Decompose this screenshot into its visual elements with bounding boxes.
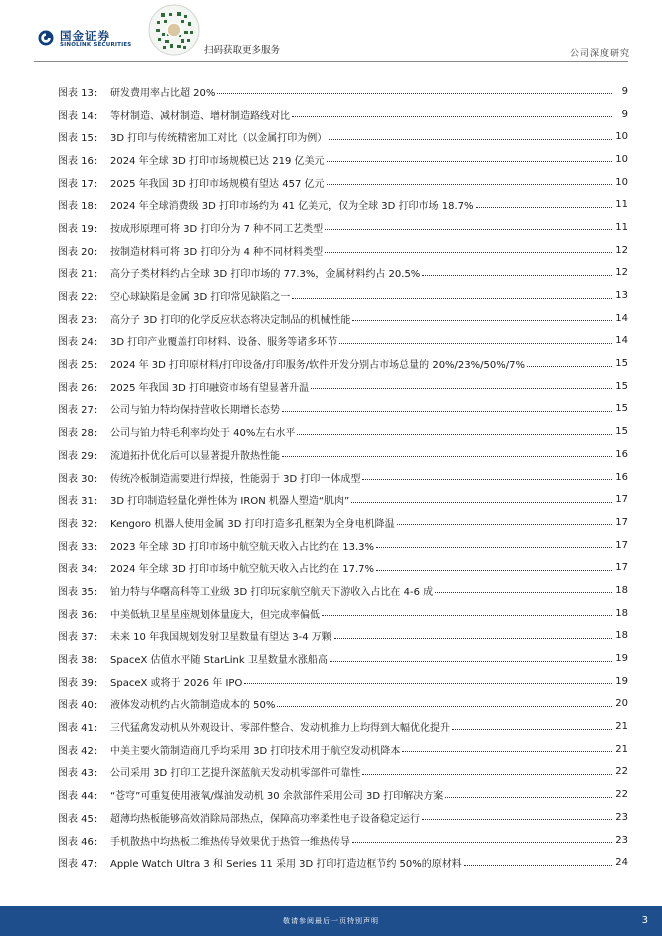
toc-figure-label: 图表 21: — [58, 269, 98, 281]
sinolink-logo-icon — [38, 30, 54, 46]
toc-figure-label: 图表 15: — [58, 133, 98, 145]
toc-figure-title: 三代猛禽发动机从外观设计、零部件整合、发动机推力上均得到大幅优化提升 — [110, 723, 450, 735]
toc-entry[interactable] — [58, 375, 628, 398]
toc-figure-title: 高分子类材料约占全球 3D 打印市场的 77.3%，金属材料约占 20.5% — [110, 269, 421, 281]
toc-entry[interactable] — [58, 670, 628, 693]
toc-figure-label: 图表 42: — [58, 745, 98, 757]
toc-dot-leader — [452, 729, 612, 730]
figure-list — [58, 80, 628, 874]
toc-page-number: 17 — [615, 539, 628, 551]
toc-figure-label: 图表 34: — [58, 564, 98, 576]
toc-page-number: 18 — [615, 584, 628, 596]
toc-entry[interactable] — [58, 534, 628, 557]
toc-figure-label: 图表 36: — [58, 609, 98, 621]
toc-figure-title: 中美低轨卫星星座规划体量庞大，但完成率偏低 — [110, 609, 320, 621]
toc-figure-title: 公司采用 3D 打印工艺提升深蓝航天发动机零部件可靠性 — [110, 768, 361, 780]
toc-figure-title: “苍穹”可重复使用液氧/煤油发动机 30 余款部件采用公司 3D 打印解决方案 — [110, 791, 444, 803]
toc-entry[interactable] — [58, 556, 628, 579]
toc-figure-title: 2024 年全球 3D 打印市场中航空航天收入占比约在 17.7% — [110, 564, 374, 576]
toc-page-number: 13 — [615, 290, 628, 302]
toc-entry[interactable] — [58, 761, 628, 784]
toc-page-number: 16 — [615, 471, 628, 483]
toc-dot-leader — [297, 434, 612, 435]
toc-figure-label: 图表 31: — [58, 496, 98, 508]
toc-figure-title: 按制造材料可将 3D 打印分为 4 种不同材料类型 — [110, 246, 324, 258]
toc-figure-title: 超薄均热板能够高效消除局部热点，保障高功率柔性电子设备稳定运行 — [110, 813, 420, 825]
toc-dot-leader — [217, 93, 612, 94]
toc-figure-title: 液体发动机约占火箭制造成本的 50% — [110, 700, 276, 712]
toc-page-number: 15 — [615, 358, 628, 370]
toc-figure-label: 图表 20: — [58, 246, 98, 258]
header-divider — [34, 61, 628, 62]
toc-page-number: 11 — [615, 221, 628, 233]
toc-entry[interactable] — [58, 829, 628, 852]
toc-dot-leader — [322, 615, 612, 616]
toc-page-number: 11 — [615, 199, 628, 211]
toc-figure-title: 2024 年 3D 打印原材料/打印设备/打印服务/软件开发分别占市场总量的 20%/23%/50%/7% — [110, 360, 525, 372]
toc-entry[interactable] — [58, 647, 628, 670]
toc-dot-leader — [311, 388, 612, 389]
toc-figure-title: 中美主要火箭制造商几乎均采用 3D 打印技术用于航空发动机降本 — [110, 745, 401, 757]
toc-figure-title: 未来 10 年我国规划发射卫星数量有望达 3-4 万颗 — [110, 632, 332, 644]
toc-figure-label: 图表 19: — [58, 223, 98, 235]
toc-figure-label: 图表 13: — [58, 87, 98, 99]
toc-page-number: 23 — [615, 811, 628, 823]
toc-figure-label: 图表 26: — [58, 382, 98, 394]
toc-figure-title: 2023 年全球 3D 打印市场中航空航天收入占比约在 13.3% — [110, 541, 374, 553]
toc-entry[interactable] — [58, 284, 628, 307]
toc-figure-label: 图表 40: — [58, 700, 98, 712]
toc-entry[interactable] — [58, 420, 628, 443]
toc-figure-title: Apple Watch Ultra 3 和 Series 11 采用 3D 打印打造边框节约 50%的原材料 — [110, 859, 462, 871]
toc-dot-leader — [362, 479, 612, 480]
toc-figure-label: 图表 30: — [58, 473, 98, 485]
toc-dot-leader — [352, 842, 612, 843]
toc-page-number: 21 — [615, 743, 628, 755]
toc-dot-leader — [397, 524, 612, 525]
toc-dot-leader — [352, 320, 612, 321]
toc-entry[interactable] — [58, 307, 628, 330]
toc-dot-leader — [282, 411, 612, 412]
toc-page-number: 22 — [615, 789, 628, 801]
toc-page-number: 15 — [615, 380, 628, 392]
toc-entry[interactable] — [58, 602, 628, 625]
toc-page-number: 9 — [621, 85, 628, 97]
toc-dot-leader — [292, 116, 612, 117]
toc-figure-label: 图表 47: — [58, 859, 98, 871]
toc-figure-title: 2024 年全球消费级 3D 打印市场约为 41 亿美元，仅为全球 3D 打印市场 18.7% — [110, 201, 474, 213]
toc-page-number: 14 — [615, 335, 628, 347]
toc-page-number: 9 — [621, 108, 628, 120]
toc-page-number: 18 — [615, 607, 628, 619]
disclaimer-notice: 敬请参阅最后一页特别声明 — [283, 917, 379, 925]
toc-dot-leader — [282, 456, 612, 457]
toc-entry[interactable] — [58, 216, 628, 239]
toc-page-number: 17 — [615, 562, 628, 574]
toc-dot-leader — [329, 139, 612, 140]
toc-entry[interactable] — [58, 488, 628, 511]
toc-figure-label: 图表 41: — [58, 723, 98, 735]
toc-figure-label: 图表 18: — [58, 201, 98, 213]
toc-entry[interactable] — [58, 193, 628, 216]
toc-page-number: 10 — [615, 153, 628, 165]
toc-entry[interactable] — [58, 693, 628, 716]
toc-dot-leader — [351, 502, 612, 503]
toc-figure-label: 图表 43: — [58, 768, 98, 780]
toc-figure-title: 研发费用率占比超 20% — [110, 87, 216, 99]
toc-dot-leader — [362, 774, 612, 775]
toc-figure-label: 图表 29: — [58, 450, 98, 462]
toc-figure-label: 图表 22: — [58, 292, 98, 304]
toc-page-number: 19 — [615, 675, 628, 687]
toc-figure-label: 图表 38: — [58, 655, 98, 667]
toc-dot-leader — [445, 797, 612, 798]
toc-figure-title: 3D 打印制造轻量化弹性体为 IRON 机器人塑造“肌肉” — [110, 496, 350, 508]
toc-entry[interactable] — [58, 125, 628, 148]
toc-figure-title: 流道拓扑优化后可以显著提升散热性能 — [110, 450, 280, 462]
toc-page-number: 14 — [615, 312, 628, 324]
qr-code-icon[interactable] — [148, 4, 200, 56]
toc-dot-leader — [527, 366, 612, 367]
toc-figure-label: 图表 24: — [58, 337, 98, 349]
toc-entry[interactable] — [58, 239, 628, 262]
toc-entry[interactable] — [58, 783, 628, 806]
scan-for-services-text: 扫码获取更多服务 — [204, 45, 281, 56]
toc-page-number: 15 — [615, 426, 628, 438]
toc-dot-leader — [464, 865, 612, 866]
toc-figure-title: 手机散热中均热板二维热传导效果优于热管一维热传导 — [110, 836, 350, 848]
toc-page-number: 21 — [615, 721, 628, 733]
toc-page-number: 19 — [615, 653, 628, 665]
toc-dot-leader — [277, 706, 612, 707]
toc-figure-title: 传统冷板制造需要进行焊接，性能弱于 3D 打印一体成型 — [110, 473, 361, 485]
toc-entry[interactable] — [58, 806, 628, 829]
toc-entry[interactable] — [58, 511, 628, 534]
toc-dot-leader — [376, 570, 612, 571]
toc-entry[interactable] — [58, 352, 628, 375]
toc-figure-label: 图表 14: — [58, 110, 98, 122]
page-header — [0, 0, 662, 62]
toc-figure-label: 图表 27: — [58, 405, 98, 417]
toc-figure-label: 图表 39: — [58, 677, 98, 689]
toc-dot-leader — [327, 184, 613, 185]
toc-dot-leader — [334, 638, 612, 639]
toc-figure-label: 图表 17: — [58, 178, 98, 190]
toc-figure-title: 2025 年我国 3D 打印市场规模有望达 457 亿元 — [110, 178, 325, 190]
toc-figure-label: 图表 28: — [58, 428, 98, 440]
logo-chinese-name: 国金证券 — [60, 29, 110, 43]
toc-page-number: 12 — [615, 244, 628, 256]
toc-figure-title: 公司与铂力特毛利率均处于 40%左右水平 — [110, 428, 296, 440]
toc-entry[interactable] — [58, 715, 628, 738]
toc-page-number: 22 — [615, 766, 628, 778]
toc-figure-title: 公司与铂力特均保持营收长期增长态势 — [110, 405, 280, 417]
toc-figure-label: 图表 35: — [58, 586, 98, 598]
logo-english-name: SINOLINK SECURITIES — [60, 42, 132, 48]
toc-dot-leader — [435, 592, 612, 593]
toc-figure-label: 图表 46: — [58, 836, 98, 848]
toc-entry[interactable] — [58, 330, 628, 353]
toc-figure-title: SpaceX 或将于 2026 年 IPO — [110, 677, 243, 689]
toc-page-number: 17 — [615, 494, 628, 506]
toc-dot-leader — [476, 207, 613, 208]
toc-figure-label: 图表 37: — [58, 632, 98, 644]
toc-entry[interactable] — [58, 171, 628, 194]
toc-figure-label: 图表 32: — [58, 518, 98, 530]
toc-page-number: 12 — [615, 267, 628, 279]
toc-figure-title: Kengoro 机器人使用金属 3D 打印打造多孔框架为全身电机降温 — [110, 518, 395, 530]
toc-entry[interactable] — [58, 262, 628, 285]
toc-figure-title: 等材制造、减材制造、增材制造路线对比 — [110, 110, 290, 122]
toc-page-number: 18 — [615, 630, 628, 642]
toc-figure-label: 图表 44: — [58, 791, 98, 803]
toc-page-number: 10 — [615, 131, 628, 143]
toc-page-number: 16 — [615, 448, 628, 460]
toc-entry[interactable] — [58, 148, 628, 171]
toc-figure-title: 2024 年全球 3D 打印市场规模已达 219 亿美元 — [110, 155, 325, 167]
toc-page-number: 17 — [615, 516, 628, 528]
toc-entry[interactable] — [58, 80, 628, 103]
toc-entry[interactable] — [58, 738, 628, 761]
toc-entry[interactable] — [58, 103, 628, 126]
toc-figure-label: 图表 25: — [58, 360, 98, 372]
toc-entry[interactable] — [58, 851, 628, 874]
toc-page-number: 24 — [615, 857, 628, 869]
toc-entry[interactable] — [58, 443, 628, 466]
toc-dot-leader — [422, 275, 612, 276]
page-number: 3 — [641, 915, 648, 926]
toc-dot-leader — [422, 819, 612, 820]
toc-dot-leader — [244, 683, 612, 684]
toc-page-number: 23 — [615, 834, 628, 846]
toc-entry[interactable] — [58, 466, 628, 489]
toc-page-number: 20 — [615, 698, 628, 710]
toc-dot-leader — [330, 661, 612, 662]
toc-figure-title: 2025 年我国 3D 打印融资市场有望显著升温 — [110, 382, 310, 394]
toc-dot-leader — [402, 751, 612, 752]
toc-entry[interactable] — [58, 625, 628, 648]
toc-dot-leader — [292, 298, 612, 299]
toc-dot-leader — [325, 229, 612, 230]
toc-figure-title: SpaceX 估值水平随 StarLink 卫星数量水涨船高 — [110, 655, 328, 667]
toc-entry[interactable] — [58, 398, 628, 421]
toc-figure-title: 按成形原理可将 3D 打印分为 7 种不同工艺类型 — [110, 223, 324, 235]
toc-figure-title: 3D 打印产业覆盖打印材料、设备、服务等诸多环节 — [110, 337, 338, 349]
toc-page-number: 15 — [615, 403, 628, 415]
report-type-label: 公司深度研究 — [569, 49, 630, 59]
toc-figure-label: 图表 45: — [58, 813, 98, 825]
toc-figure-title: 3D 打印与传统精密加工对比（以金属打印为例） — [110, 133, 328, 145]
toc-figure-label: 图表 16: — [58, 155, 98, 167]
toc-figure-title: 空心球缺陷是金属 3D 打印常见缺陷之一 — [110, 292, 291, 304]
page-footer — [0, 906, 662, 936]
toc-dot-leader — [325, 252, 612, 253]
toc-dot-leader — [339, 343, 612, 344]
toc-dot-leader — [376, 547, 612, 548]
toc-dot-leader — [327, 161, 613, 162]
toc-figure-label: 图表 33: — [58, 541, 98, 553]
toc-entry[interactable] — [58, 579, 628, 602]
toc-page-number: 10 — [615, 176, 628, 188]
toc-figure-title: 铂力特与华曙高科等工业级 3D 打印玩家航空航天下游收入占比在 4-6 成 — [110, 586, 434, 598]
toc-figure-title: 高分子 3D 打印的化学反应状态将决定制品的机械性能 — [110, 314, 351, 326]
toc-figure-label: 图表 23: — [58, 314, 98, 326]
